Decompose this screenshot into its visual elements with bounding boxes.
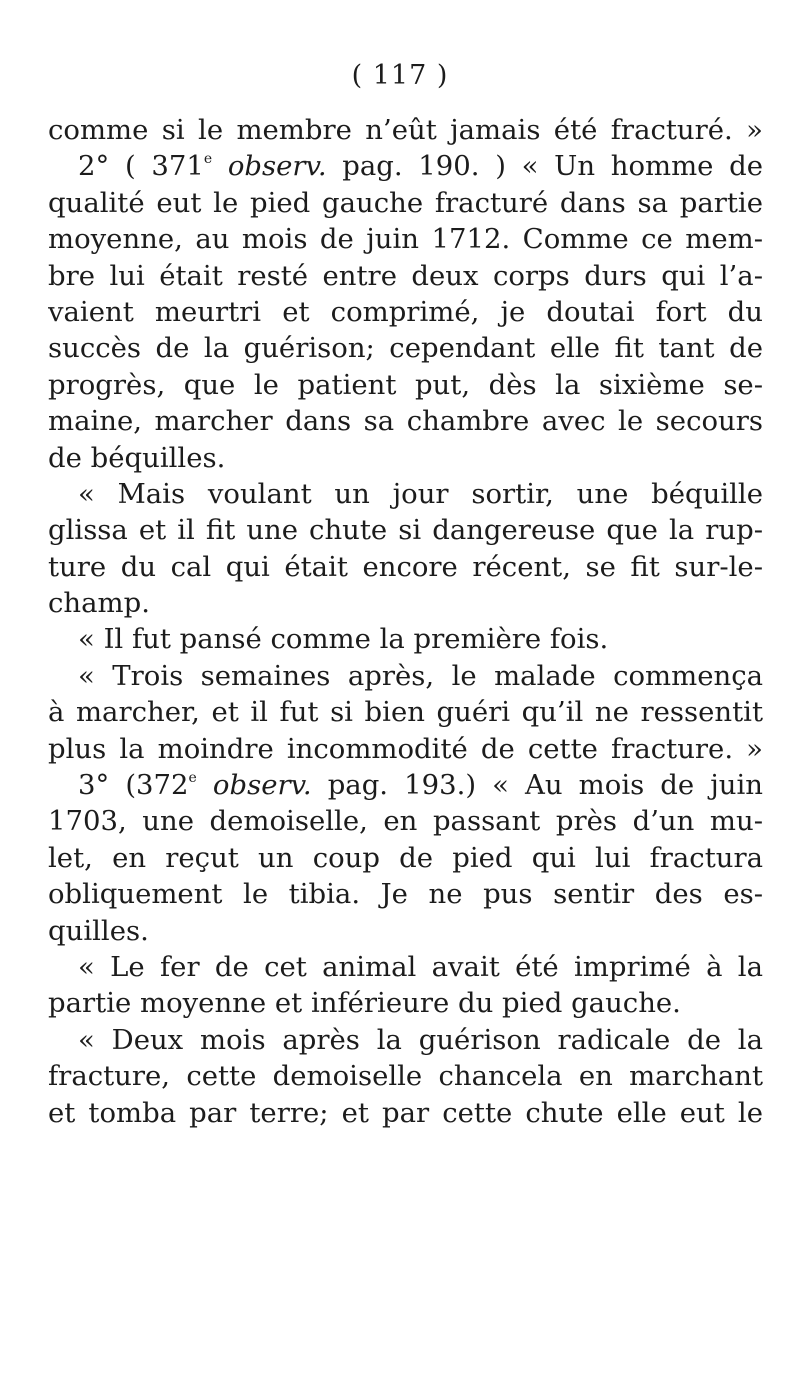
italic-text: observ.: [212, 150, 327, 183]
text-line-content: « Mais voulant un jour sortir, une béquille: [78, 477, 763, 510]
text-line: [48, 403, 763, 439]
text-line: [48, 258, 763, 294]
text-line: [48, 185, 763, 221]
text-line: [48, 440, 763, 476]
text-line: [48, 876, 763, 912]
text-line-content: obliquement le tibia. Je ne pus sentir des es-: [48, 878, 763, 911]
text-line: [48, 621, 763, 657]
text-line-content: partie moyenne et inférieure du pied gauche.: [48, 987, 681, 1020]
text-line: [48, 767, 763, 803]
text-line: [48, 913, 763, 949]
text-line: [48, 1022, 763, 1058]
text-line: [48, 512, 763, 548]
ordinal-superscript: e: [203, 151, 213, 168]
text-line-content: comme si le membre n’eût jamais été fracturé. »: [48, 114, 763, 146]
text-line-content: 3° (372: [78, 769, 189, 802]
text-line: [48, 1095, 763, 1131]
text-line: [48, 330, 763, 366]
text-line: [48, 949, 763, 985]
text-line: [48, 985, 763, 1021]
text-line-content: succès de la guérison; cependant elle fit tant de: [48, 332, 763, 365]
text-line-content: plus la moindre incommodité de cette fracture. »: [48, 732, 763, 765]
text-line-continuation: pag. 190. ) « Un homme de: [326, 150, 763, 183]
text-line-content: fracture, cette demoiselle chancela en marchant: [48, 1060, 763, 1093]
text-line: [48, 549, 763, 585]
italic-text: observ.: [196, 769, 312, 802]
text-line: [48, 221, 763, 257]
text-line: [48, 476, 763, 512]
text-line-content: bre lui était resté entre deux corps durs qui l’a-: [48, 259, 763, 292]
text-line-content: qualité eut le pied gauche fracturé dans sa partie: [48, 186, 763, 219]
page-number: ( 117 ): [351, 60, 449, 91]
text-line-content: maine, marcher dans sa chambre avec le secours: [48, 405, 763, 438]
text-line-content: « Le fer de cet animal avait été imprimé à la: [78, 950, 763, 983]
text-line: [48, 367, 763, 403]
body-text: [48, 112, 763, 1131]
text-line: [48, 658, 763, 694]
text-line-content: ture du cal qui était encore récent, se fit sur-le-: [48, 550, 763, 583]
text-line: [48, 1058, 763, 1094]
text-line-content: 2° ( 371: [78, 150, 204, 183]
text-line-content: moyenne, au mois de juin 1712. Comme ce mem-: [48, 223, 763, 256]
text-line-content: « Il fut pansé comme la première fois.: [78, 623, 609, 656]
text-line-content: champ.: [48, 587, 150, 620]
text-line-content: « Trois semaines après, le malade commença: [78, 659, 763, 692]
text-line: [48, 731, 763, 767]
text-line: [48, 803, 763, 839]
text-line: [48, 694, 763, 730]
text-line-content: quilles.: [48, 914, 149, 947]
text-line-content: 1703, une demoiselle, en passant près d’un mu-: [48, 805, 763, 838]
text-line: [48, 294, 763, 330]
text-line-continuation: pag. 193.) « Au mois de juin: [311, 769, 763, 802]
text-line: [48, 840, 763, 876]
text-line-content: à marcher, et il fut si bien guéri qu’il ne ressentit: [48, 696, 763, 729]
text-line-content: progrès, que le patient put, dès la sixième se-: [48, 368, 763, 401]
text-line: [48, 585, 763, 621]
text-line-content: de béquilles.: [48, 441, 226, 474]
text-line-content: et tomba par terre; et par cette chute elle eut le: [48, 1096, 763, 1129]
text-line-content: let, en reçut un coup de pied qui lui fractura: [48, 841, 763, 874]
text-line-content: « Deux mois après la guérison radicale de la: [78, 1023, 763, 1056]
ordinal-superscript: e: [188, 770, 197, 787]
text-line-content: glissa et il fit une chute si dangereuse que la rup-: [48, 514, 763, 547]
text-line-content: vaient meurtri et comprimé, je doutai fort du: [48, 295, 763, 328]
text-line: [48, 112, 763, 148]
text-line: [48, 148, 763, 184]
